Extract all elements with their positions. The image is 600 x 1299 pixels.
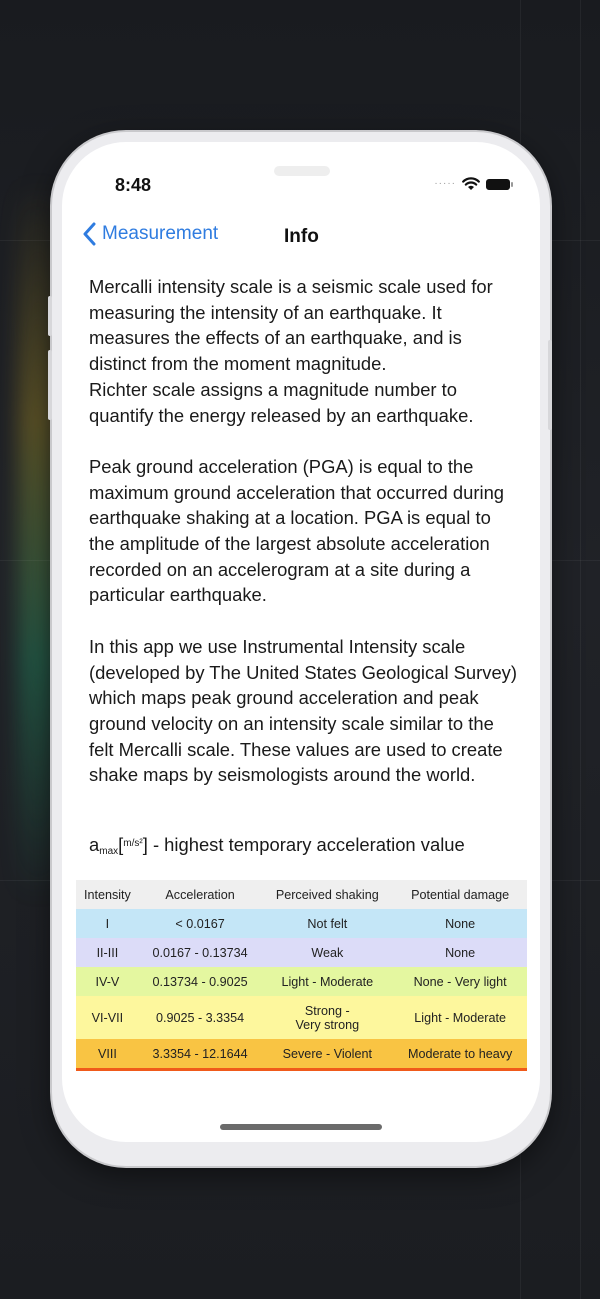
cell-shaking: Not felt [307,916,348,931]
cell-intensity: I [105,916,110,931]
cell-shaking: Light - Moderate [281,974,374,989]
cell-acceleration: 0.9025 - 3.3354 [155,1010,245,1025]
paragraph-app-scale: In this app we use Instrumental Intensity scale (developed by The United States Geological Survey) which maps peak ground acceleration and peak ground velocity on an intensity scale similar to the felt Mercalli scale. These values are used to create shake maps by seismologists around the world. [89,635,517,786]
sensor-housing [274,166,330,176]
header-perceived-shaking: Perceived shaking [261,880,393,909]
info-text [89,274,519,814]
phone-side-button [48,350,52,420]
cell-acceleration: 3.3354 - 12.1644 [139,1039,261,1070]
cell-acceleration: < 0.0167 [175,916,225,931]
cell-shaking: Weak [311,945,344,960]
table-row [76,909,527,938]
navigation-bar [62,222,540,254]
table-row [76,967,527,996]
battery-icon [486,179,510,190]
cell-intensity: VI-VII [91,1010,124,1025]
formula-subscript: max [99,846,119,857]
formula-unit: m/s² [123,838,143,849]
cell-damage: Moderate to heavy [393,1039,527,1070]
table-header-row [76,880,527,909]
signal-icon: ····· [434,178,456,189]
wifi-icon [462,177,480,191]
cell-intensity: II-III [96,945,119,960]
home-indicator[interactable] [220,1124,382,1130]
background-gridline [580,0,581,1299]
back-button[interactable] [82,222,218,246]
header-potential-damage: Potential damage [393,880,527,909]
table-row [76,938,527,967]
table-row [76,1039,527,1070]
page-title: Info [284,226,319,247]
formula-symbol: a [89,834,100,855]
intensity-table [76,880,527,1071]
acceleration-legend: $a_{max}[^{m/s^2}]$ - highest temporary acceleration value [89,834,465,857]
cell-intensity: IV-V [95,974,120,989]
back-button-label: Measurement [102,223,219,244]
cell-damage: None - Very light [413,974,507,989]
formula-description: - highest temporary acceleration value [147,834,465,855]
cell-intensity: VIII [76,1039,139,1070]
phone-side-button [48,296,52,336]
header-acceleration: Acceleration [139,880,261,909]
chevron-left-icon [82,222,96,246]
header-intensity: Intensity [76,880,139,909]
cell-shaking: Strong - Very strong [295,1003,360,1032]
table-row [76,996,527,1039]
status-icons [434,176,510,192]
phone-screen [62,142,540,1142]
cell-damage: None [445,916,476,931]
paragraph-scales: Mercalli intensity scale is a seismic scale used for measuring the intensity of an earthquake. It measures the effects of an earthquake, and is distinct from the moment magnitude. Richter scale assigns a magnitude number to quantify the energy released by an earthquake. [89,276,493,426]
cell-acceleration: 0.0167 - 0.13734 [152,945,248,960]
cell-shaking: Severe - Violent [261,1039,393,1070]
phone-side-button [548,340,552,430]
paragraph-pga: Peak ground acceleration (PGA) is equal to the maximum ground acceleration that occurred during earthquake shaking at a location. PGA is equal to the amplitude of the largest absolute acceleration recorded on an accelerogram at a site during a particular earthquake. [89,455,505,606]
cell-damage: Light - Moderate [414,1010,506,1025]
cell-damage: None [445,945,476,960]
status-time: 8:48 [115,175,152,195]
cell-acceleration: 0.13734 - 0.9025 [152,974,248,989]
